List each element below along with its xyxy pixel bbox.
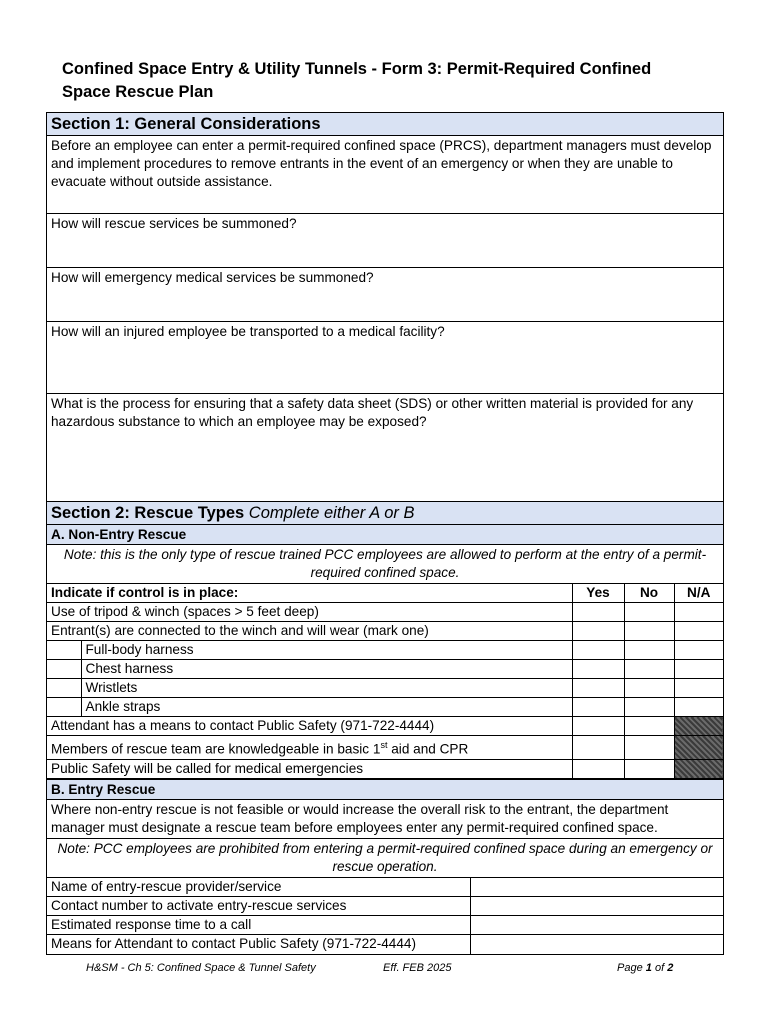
indent-cell — [47, 698, 81, 717]
field-input[interactable] — [470, 935, 723, 954]
section2-heading — [47, 502, 723, 525]
col-na: N/A — [674, 584, 723, 603]
form-title: Confined Space Entry & Utility Tunnels - Form 3: Permit-Required Confined Space Rescue Plan — [62, 60, 652, 101]
control-label — [47, 736, 572, 760]
entry-rescue-table-wrap — [47, 878, 723, 954]
checkbox-na[interactable] — [674, 679, 723, 698]
field-input[interactable] — [470, 878, 723, 897]
checkbox-na[interactable] — [674, 698, 723, 717]
part-a-note: Note: this is the only type of rescue trained PCC employees are allowed to perform at the entry of a permit-required confined space. — [47, 545, 723, 584]
control-label: Use of tripod & winch (spaces > 5 feet deep) — [47, 603, 572, 622]
control-label-suffix: aid and CPR — [387, 741, 469, 757]
control-label: Attendant has a means to contact Public Safety (971-722-4444) — [47, 717, 572, 736]
control-label-text: Members of rescue team are knowledgeable in basic 1 — [51, 741, 381, 757]
control-label: Public Safety will be called for medical emergencies — [47, 759, 572, 778]
control-row — [47, 679, 723, 698]
checkbox-na[interactable] — [674, 622, 723, 641]
field-label: Means for Attendant to contact Public Safety (971-722-4444) — [51, 936, 416, 952]
col-yes: Yes — [572, 584, 624, 603]
col-no: No — [624, 584, 674, 603]
control-row — [47, 641, 723, 660]
part-a-heading: A. Non-Entry Rescue — [47, 525, 723, 545]
indent-cell — [47, 679, 81, 698]
checkbox-yes[interactable] — [572, 717, 624, 736]
checkbox-na[interactable] — [674, 660, 723, 679]
control-row — [47, 736, 723, 760]
footer-page-number — [617, 962, 673, 974]
controls-table-wrap — [47, 584, 723, 780]
part-b-note: Note: PCC employees are prohibited from entering a permit-required confined space during an emergency or rescue operation. — [47, 839, 723, 878]
checkbox-yes[interactable] — [572, 622, 624, 641]
checkbox-yes[interactable] — [572, 660, 624, 679]
na-shaded-cell — [674, 759, 723, 778]
entry-field-row — [47, 935, 723, 954]
field-label: Contact number to activate entry-rescue services — [47, 897, 470, 916]
page-current: 1 — [645, 962, 652, 974]
checkbox-no[interactable] — [624, 698, 674, 717]
control-row — [47, 698, 723, 717]
na-shaded-cell — [674, 717, 723, 736]
checkbox-yes[interactable] — [572, 641, 624, 660]
footer-effective-date: Eff. FEB 2025 — [383, 962, 452, 974]
entry-field-row — [47, 916, 723, 935]
control-row — [47, 717, 723, 736]
control-label: Full-body harness — [81, 641, 572, 660]
checkbox-yes[interactable] — [572, 698, 624, 717]
section2-title: Section 2: Rescue Types — [51, 504, 245, 522]
checkbox-na[interactable] — [674, 603, 723, 622]
field-label: Name of entry-rescue provider/service — [47, 878, 470, 897]
control-label: Ankle straps — [81, 698, 572, 717]
control-row — [47, 660, 723, 679]
na-shaded-cell — [674, 736, 723, 760]
section1-intro: Before an employee can enter a permit-required confined space (PRCS), department managers must develop and implement procedures to remove entrants in the event of an emergency or when they are unable to evacuate without outside assistance. — [47, 136, 723, 214]
checkbox-na[interactable] — [674, 641, 723, 660]
checkbox-no[interactable] — [624, 641, 674, 660]
section1-heading: Section 1: General Considerations — [47, 113, 723, 136]
control-row — [47, 622, 723, 641]
control-label: Entrant(s) are connected to the winch and will wear (mark one) — [47, 622, 572, 641]
checkbox-no[interactable] — [624, 679, 674, 698]
question-rescue-services[interactable]: How will rescue services be summoned? — [47, 214, 723, 268]
footer-chapter: H&SM - Ch 5: Confined Space & Tunnel Safety — [86, 962, 316, 974]
checkbox-no[interactable] — [624, 717, 674, 736]
part-b-intro: Where non-entry rescue is not feasible or would increase the overall risk to the entrant, the department manager must designate a rescue team before employees enter any permit-required confined space. — [47, 800, 723, 839]
question-emergency-medical[interactable]: How will emergency medical services be summoned? — [47, 268, 723, 322]
checkbox-no[interactable] — [624, 736, 674, 760]
question-sds[interactable]: What is the process for ensuring that a safety data sheet (SDS) or other written material is provided for any hazardous substance to which an employee may be exposed? — [47, 394, 723, 502]
checkbox-no[interactable] — [624, 603, 674, 622]
controls-header: Indicate if control is in place: — [47, 584, 572, 603]
control-label: Wristlets — [81, 679, 572, 698]
of-word: of — [654, 962, 665, 974]
page-total: 2 — [667, 962, 674, 974]
controls-table — [47, 584, 723, 779]
checkbox-no[interactable] — [624, 660, 674, 679]
checkbox-yes[interactable] — [572, 679, 624, 698]
checkbox-yes[interactable] — [572, 603, 624, 622]
control-row — [47, 759, 723, 778]
field-label: Estimated response time to a call — [47, 916, 470, 935]
superscript: st — [380, 740, 388, 750]
entry-field-row — [47, 897, 723, 916]
indent-cell — [47, 641, 81, 660]
indent-cell — [47, 660, 81, 679]
rescue-plan-form — [46, 112, 724, 955]
checkbox-yes[interactable] — [572, 759, 624, 778]
entry-rescue-table — [47, 878, 723, 954]
field-input[interactable] — [470, 916, 723, 935]
control-label: Chest harness — [81, 660, 572, 679]
question-transport[interactable]: How will an injured employee be transported to a medical facility? — [47, 322, 723, 394]
section2-instruction: Complete either A or B — [248, 504, 415, 522]
checkbox-no[interactable] — [624, 622, 674, 641]
control-row — [47, 603, 723, 622]
field-input[interactable] — [470, 897, 723, 916]
entry-field-row — [47, 878, 723, 897]
part-b-heading: B. Entry Rescue — [47, 780, 723, 800]
checkbox-no[interactable] — [624, 759, 674, 778]
page-word: Page — [617, 962, 643, 974]
checkbox-yes[interactable] — [572, 736, 624, 760]
controls-header-row — [47, 584, 723, 603]
